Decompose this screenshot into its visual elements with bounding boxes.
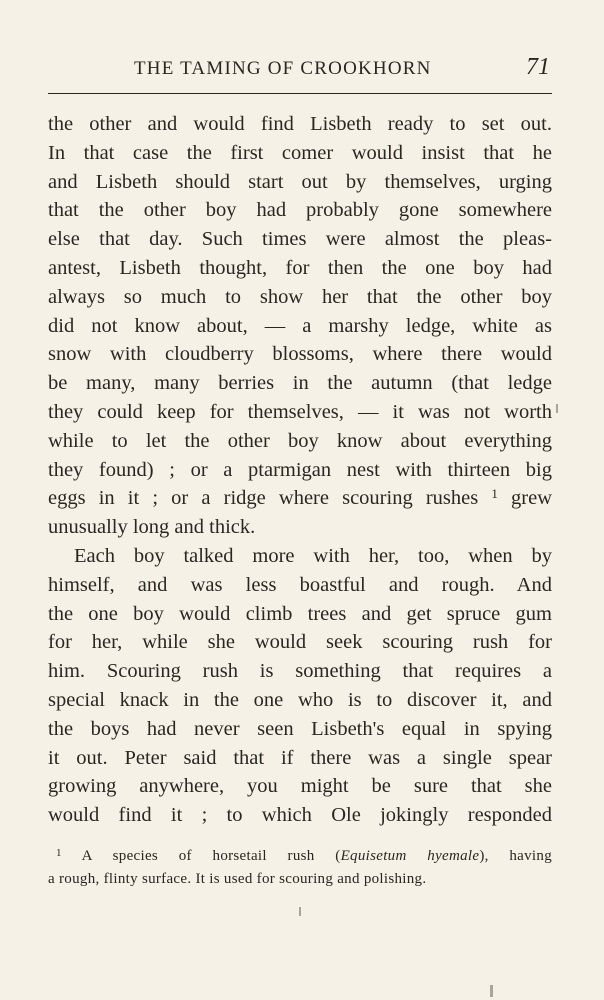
text-line: the one boy would climb trees and get spruce gum (48, 602, 552, 625)
footnote-reference: 1 (491, 486, 498, 502)
text-line: him. Scouring rush is something that requires a (48, 660, 552, 683)
paper-speck (556, 404, 558, 413)
body-text (48, 110, 552, 830)
text-line: the other and would find Lisbeth ready to set out. (48, 113, 552, 135)
text-line: for her, while she would seek scouring rush for (48, 631, 552, 654)
text-line: special knack in the one who is to discover it, and (48, 688, 552, 711)
text-line: snow with cloudberry blossoms, where there would (48, 343, 552, 366)
text-line: In that case the first comer would insist that he (48, 141, 552, 164)
header-rule (48, 93, 552, 94)
page-number: 71 (526, 54, 550, 80)
text-line: and Lisbeth should start out by themselves, urging (48, 170, 552, 193)
running-title: THE TAMING OF CROOKHORN (134, 58, 432, 79)
footnote-text-start: A species of horsetail rush ( (81, 848, 341, 864)
text-line: they could keep for themselves, — it was not worth (48, 400, 552, 423)
paragraph-end-line: unusually long and thick. (48, 516, 256, 539)
text-line-start: eggs in it ; or a ridge where scouring rushes (48, 487, 479, 510)
text-line: would find it ; to which Ole jokingly responded (48, 804, 552, 827)
paper-speck (299, 907, 301, 916)
text-line: be many, many berries in the autumn (that ledge (48, 372, 552, 395)
paper-speck (490, 985, 493, 997)
paragraph-first-line: Each boy talked more with her, too, when by (74, 544, 552, 567)
footnote (48, 845, 552, 891)
footnote-number: 1 (56, 847, 62, 859)
text-line: that the other boy had probably gone somewhere (48, 199, 552, 222)
text-line-end: grew (511, 487, 552, 510)
text-line: else that day. Such times were almost the pleas- (48, 228, 552, 251)
footnote-text-end: ), having (479, 848, 552, 864)
text-line: they found) ; or a ptarmigan nest with thirteen big (48, 458, 552, 481)
text-line: always so much to show her that the other boy (48, 285, 552, 308)
text-line-with-footnote-ref (48, 484, 552, 513)
text-line: while to let the other boy know about everything (48, 429, 552, 452)
text-line: growing anywhere, you might be sure that she (48, 775, 552, 798)
text-line: it out. Peter said that if there was a single spear (48, 746, 552, 769)
text-line: himself, and was less boastful and rough. And (48, 573, 552, 596)
footnote-line: a rough, flinty surface. It is used for scouring and polishing. (48, 871, 427, 887)
footnote-species-name: Equisetum hyemale (340, 848, 480, 864)
text-line: the boys had never seen Lisbeth's equal in spying (48, 717, 552, 740)
running-head (48, 54, 552, 84)
text-line: antest, Lisbeth thought, for then the one boy had (48, 256, 552, 279)
text-line: did not know about, — a marshy ledge, white as (48, 314, 552, 337)
footnote-line (48, 845, 552, 868)
